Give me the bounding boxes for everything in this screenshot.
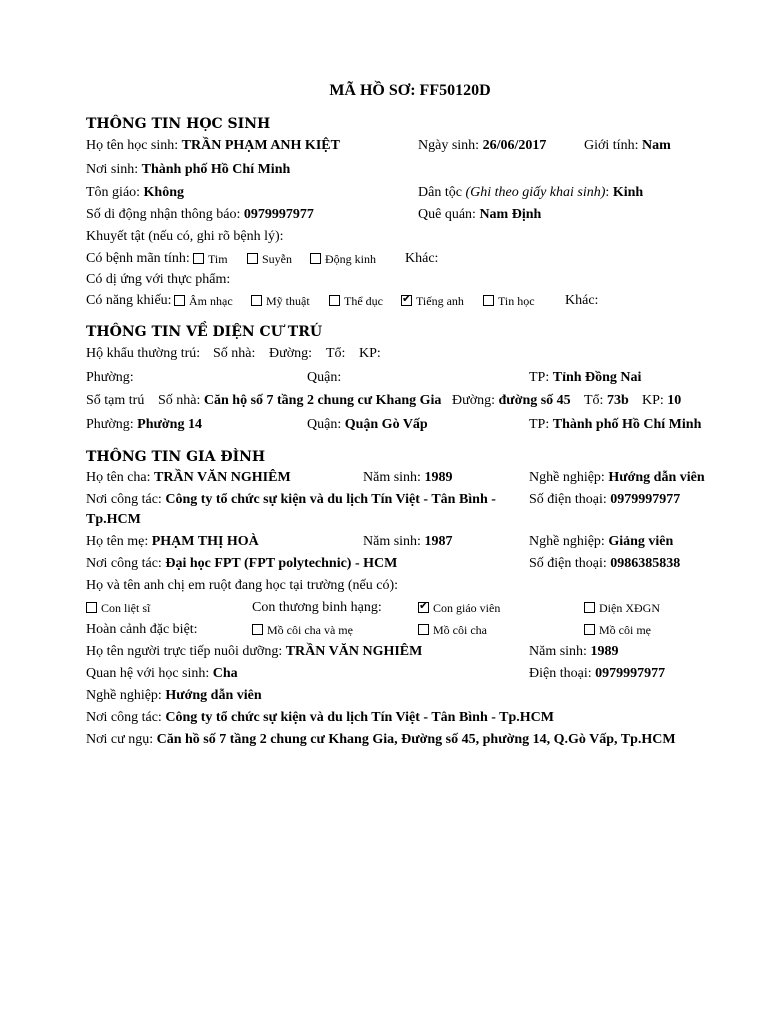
temp-kp: 10 — [667, 393, 682, 408]
checkbox-suyen[interactable] — [247, 253, 258, 264]
talent-option-pe[interactable] — [329, 291, 383, 311]
guardian-work: Công ty tổ chức sự kiện và du lịch Tín Việt - Tân Bình - Tp.HCM — [165, 710, 554, 725]
guardian-job-label: Nghề nghiệp: — [86, 688, 162, 703]
mother-name: PHẠM THỊ HOÀ — [151, 534, 259, 549]
section-family: THÔNG TIN GIA ĐÌNH — [86, 449, 266, 465]
hometown-value: Nam Định — [479, 207, 542, 222]
father-work-label: Nơi công tác: — [86, 492, 162, 507]
relation-value: Cha — [212, 666, 238, 681]
chronic-other-label: Khác: — [405, 251, 439, 266]
section-student-info: THÔNG TIN HỌC SINH — [86, 116, 271, 132]
student-name: TRẦN PHẠM ANH KIỆT — [181, 138, 340, 153]
father-name: TRẦN VĂN NGHIÊM — [154, 470, 291, 485]
father-phone: 0979997977 — [610, 492, 681, 507]
row-temporary-ward — [86, 415, 728, 435]
talent-option-english[interactable] — [401, 291, 464, 311]
guardian-year-label: Năm sinh: — [529, 644, 587, 659]
temp-ward-label: Phường: — [86, 417, 134, 432]
temp-label: Sổ tạm trú — [86, 393, 145, 408]
mother-work-label: Nơi công tác: — [86, 556, 162, 571]
option-label: Con liệt sĩ — [101, 601, 151, 615]
guardian-name: TRẦN VĂN NGHIÊM — [285, 644, 423, 659]
phone-value: 0979997977 — [243, 207, 314, 222]
district-label: Quận: — [307, 370, 342, 385]
option-label: Mồ côi cha — [433, 623, 487, 637]
checkbox-english-checked[interactable] — [401, 295, 412, 306]
row-guardian-job — [86, 686, 728, 706]
allergy-label: Có dị ứng với thực phẩm: — [86, 272, 231, 287]
chronic-option-dong-kinh[interactable] — [310, 249, 376, 269]
talent-other-label: Khác: — [565, 293, 599, 308]
mother-job-label: Nghề nghiệp: — [529, 534, 605, 549]
gender-value: Nam — [641, 138, 671, 153]
option-label: Tin học — [498, 294, 535, 308]
option-label: Diện XĐGN — [599, 601, 660, 615]
policy-option-teacher[interactable] — [418, 598, 500, 618]
row-special — [86, 620, 728, 640]
checkbox-tim[interactable] — [193, 253, 204, 264]
talent-option-it[interactable] — [483, 291, 535, 311]
row-guardian-work — [86, 708, 728, 728]
row-permanent — [86, 344, 728, 364]
policy-invalid-label: Con thương binh hạng: — [252, 600, 382, 615]
checkbox-orphan-mother[interactable] — [584, 624, 595, 635]
option-label: Âm nhạc — [189, 294, 233, 308]
option-label: Tim — [208, 252, 228, 266]
temp-district-label: Quận: — [307, 417, 342, 432]
row-permanent-ward — [86, 368, 728, 388]
option-label: Suyễn — [262, 252, 292, 266]
temp-group: 73b — [606, 393, 629, 408]
checkbox-it[interactable] — [483, 295, 494, 306]
father-year-label: Năm sinh: — [363, 470, 421, 485]
temp-city: Thành phố Hồ Chí Minh — [552, 417, 702, 432]
relation-label: Quan hệ với học sinh: — [86, 666, 210, 681]
chronic-label: Có bệnh mãn tính: — [86, 251, 190, 266]
policy-option-martyr[interactable] — [86, 598, 150, 618]
talent-label: Có năng khiếu: — [86, 293, 172, 308]
group-label: Tổ: — [326, 346, 346, 361]
guardian-label: Họ tên người trực tiếp nuôi dưỡng: — [86, 644, 283, 659]
row-address — [86, 730, 728, 750]
temp-street: đường số 45 — [498, 393, 571, 408]
religion-label: Tôn giáo: — [86, 185, 141, 200]
row-siblings — [86, 576, 728, 596]
ethnic-value: Kinh — [612, 185, 644, 200]
house-no-label: Số nhà: — [213, 346, 256, 361]
ethnic-colon: : — [605, 185, 610, 200]
row-father — [86, 468, 728, 488]
special-option-orphan-mother[interactable] — [584, 620, 651, 640]
permanent-city: Tỉnh Đồng Nai — [552, 370, 642, 385]
document-title: MÃ HỒ SƠ: FF50120D — [329, 82, 491, 99]
mother-phone: 0986385838 — [610, 556, 681, 571]
row-phone — [86, 205, 728, 225]
father-label: Họ tên cha: — [86, 470, 151, 485]
address-value: Căn hồ số 7 tầng 2 chung cư Khang Gia, Đường số 45, phường 14, Q.Gò Vấp, Tp.HCM — [156, 732, 676, 747]
option-label: Mỹ thuật — [266, 294, 310, 308]
mother-year: 1987 — [424, 534, 453, 549]
guardian-work-label: Nơi công tác: — [86, 710, 162, 725]
temp-street-label: Đường: — [452, 393, 495, 408]
father-year: 1989 — [424, 470, 453, 485]
father-phone-label: Số điện thoại: — [529, 492, 607, 507]
checkbox-dong-kinh[interactable] — [310, 253, 321, 264]
row-student-name — [86, 136, 728, 156]
row-disability — [86, 227, 728, 247]
checkbox-music[interactable] — [174, 295, 185, 306]
option-label: Động kinh — [325, 252, 376, 266]
disability-label: Khuyết tật (nếu có, ghi rõ bệnh lý): — [86, 229, 284, 244]
section-residence: THÔNG TIN VỀ DIỆN CƯ TRÚ — [86, 324, 323, 340]
temp-kp-label: KP: — [642, 393, 664, 408]
religion-value: Không — [143, 185, 185, 200]
birthplace-label: Nơi sinh: — [86, 162, 139, 177]
mother-work: Đại học FPT (FPT polytechnic) - HCM — [165, 556, 398, 571]
dob-label: Ngày sinh: — [418, 138, 480, 153]
gender-label: Giới tính: — [584, 138, 639, 153]
guardian-job: Hướng dẫn viên — [165, 688, 262, 703]
temp-group-label: Tổ: — [584, 393, 604, 408]
ethnic-note: (Ghi theo giấy khai sinh) — [465, 185, 606, 200]
guardian-phone-label: Điện thoại: — [529, 666, 592, 681]
row-mother-work — [86, 554, 728, 574]
option-label: Tiếng anh — [416, 294, 464, 308]
hometown-label: Quê quán: — [418, 207, 476, 222]
siblings-label: Họ và tên anh chị em ruột đang học tại trường (nếu có): — [86, 578, 399, 593]
option-label: Mồ côi mẹ — [599, 623, 651, 637]
row-temporary — [86, 391, 728, 411]
temp-city-label: TP: — [529, 417, 550, 432]
ward-label: Phường: — [86, 370, 134, 385]
student-name-label: Họ tên học sinh: — [86, 138, 179, 153]
mother-year-label: Năm sinh: — [363, 534, 421, 549]
checkbox-orphan-both[interactable] — [252, 624, 263, 635]
checkbox-xdgn[interactable] — [584, 602, 595, 613]
temp-district: Quận Gò Vấp — [344, 417, 428, 432]
dob-value: 26/06/2017 — [482, 138, 547, 153]
father-job: Hướng dẫn viên — [608, 470, 705, 485]
row-father-work — [86, 490, 728, 532]
phone-label: Số di động nhận thông báo: — [86, 207, 241, 222]
mother-job: Giảng viên — [608, 534, 674, 549]
checkbox-teacher-checked[interactable] — [418, 602, 429, 613]
option-label: Con giáo viên — [433, 601, 501, 615]
row-religion — [86, 183, 728, 203]
checkbox-art[interactable] — [251, 295, 262, 306]
father-job-label: Nghề nghiệp: — [529, 470, 605, 485]
chronic-option-suyen[interactable] — [247, 249, 292, 269]
special-option-orphan-father[interactable] — [418, 620, 487, 640]
mother-label: Họ tên mẹ: — [86, 534, 149, 549]
row-relation — [86, 664, 728, 684]
mother-phone-label: Số điện thoại: — [529, 556, 607, 571]
street-label: Đường: — [269, 346, 312, 361]
special-label: Hoàn cảnh đặc biệt: — [86, 622, 198, 637]
special-option-orphan-both[interactable] — [252, 620, 353, 640]
chronic-option-tim[interactable] — [193, 249, 228, 269]
temp-ward: Phường 14 — [137, 417, 202, 432]
option-label: Mồ côi cha và mẹ — [267, 623, 353, 637]
row-policy — [86, 598, 728, 618]
checkbox-pe[interactable] — [329, 295, 340, 306]
option-label: Thể dục — [344, 294, 383, 308]
row-mother — [86, 532, 728, 552]
row-birthplace — [86, 160, 728, 180]
checkbox-orphan-father[interactable] — [418, 624, 429, 635]
father-work: Công ty tổ chức sự kiện và du lịch Tín Việt - Tân Bình - Tp.HCM — [86, 492, 496, 527]
ethnic-label: Dân tộc — [418, 185, 462, 200]
row-chronic — [86, 249, 728, 269]
talent-option-music[interactable] — [174, 291, 233, 311]
row-allergy — [86, 270, 728, 290]
row-talent — [86, 291, 728, 311]
address-label: Nơi cư ngụ: — [86, 732, 154, 747]
guardian-year: 1989 — [590, 644, 619, 659]
row-guardian — [86, 642, 728, 662]
kp-label: KP: — [359, 346, 381, 361]
talent-option-art[interactable] — [251, 291, 310, 311]
guardian-phone: 0979997977 — [595, 666, 666, 681]
temp-house-label: Số nhà: — [158, 393, 201, 408]
city-label: TP: — [529, 370, 550, 385]
temp-house: Căn hộ số 7 tầng 2 chung cư Khang Gia — [203, 393, 442, 408]
policy-option-xdgn[interactable] — [584, 598, 660, 618]
birthplace-value: Thành phố Hồ Chí Minh — [141, 162, 291, 177]
permanent-label: Hộ khẩu thường trú: — [86, 346, 201, 361]
checkbox-martyr[interactable] — [86, 602, 97, 613]
